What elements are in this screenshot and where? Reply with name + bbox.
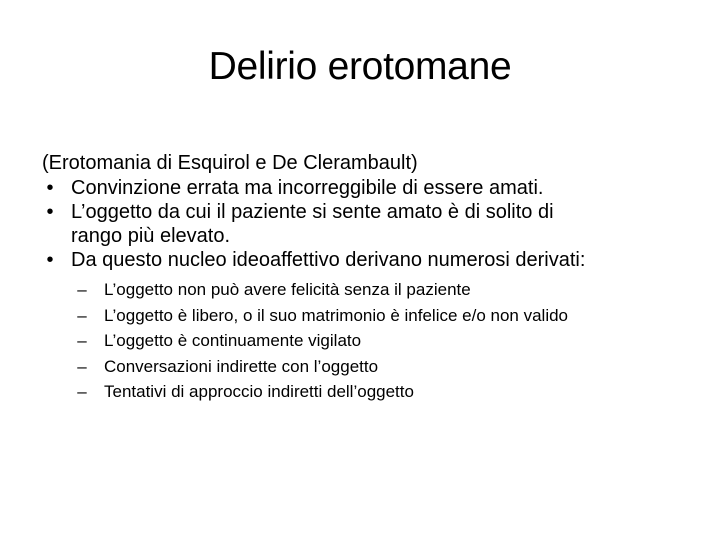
dash-marker: – (77, 382, 87, 401)
bullet-text: Da questo nucleo ideoaffettivo derivano numerosi derivati: (71, 249, 586, 271)
slide-body (42, 151, 702, 405)
dash-marker: – (77, 280, 87, 299)
sub-item (42, 328, 702, 354)
sub-item-text: L’oggetto è continuamente vigilato (104, 331, 362, 350)
sub-list (42, 277, 702, 405)
bullet-item (42, 248, 702, 272)
sub-item (42, 379, 702, 405)
slide-title: Delirio erotomane (208, 45, 512, 88)
sub-item (42, 354, 702, 380)
bullet-text: L’oggetto da cui il paziente si sente amato è di solito di (71, 201, 554, 223)
bullet-marker: • (46, 201, 54, 223)
sub-item-text: L’oggetto è libero, o il suo matrimonio è infelice e/o non valido (104, 305, 569, 325)
bullet-marker: • (46, 249, 54, 271)
intro-line: (Erotomania di Esquirol e De Clerambault) (42, 152, 418, 174)
bullet-item (42, 176, 702, 200)
sub-item-text: L’oggetto non può avere felicità senza il paziente (104, 280, 471, 299)
sub-item-text: Tentativi di approccio indiretti dell’oggetto (104, 382, 414, 401)
dash-marker: – (77, 305, 87, 325)
dash-marker: – (77, 356, 87, 376)
sub-item (42, 303, 702, 329)
sub-item (42, 277, 702, 303)
bullet-item (42, 200, 702, 248)
sub-item-text: Conversazioni indirette con l’oggetto (104, 356, 379, 376)
bullet-text-continued: rango più elevato. (71, 225, 231, 247)
dash-marker: – (77, 331, 87, 350)
bullet-marker: • (46, 177, 54, 199)
bullet-text: Convinzione errata ma incorreggibile di essere amati. (71, 177, 544, 199)
